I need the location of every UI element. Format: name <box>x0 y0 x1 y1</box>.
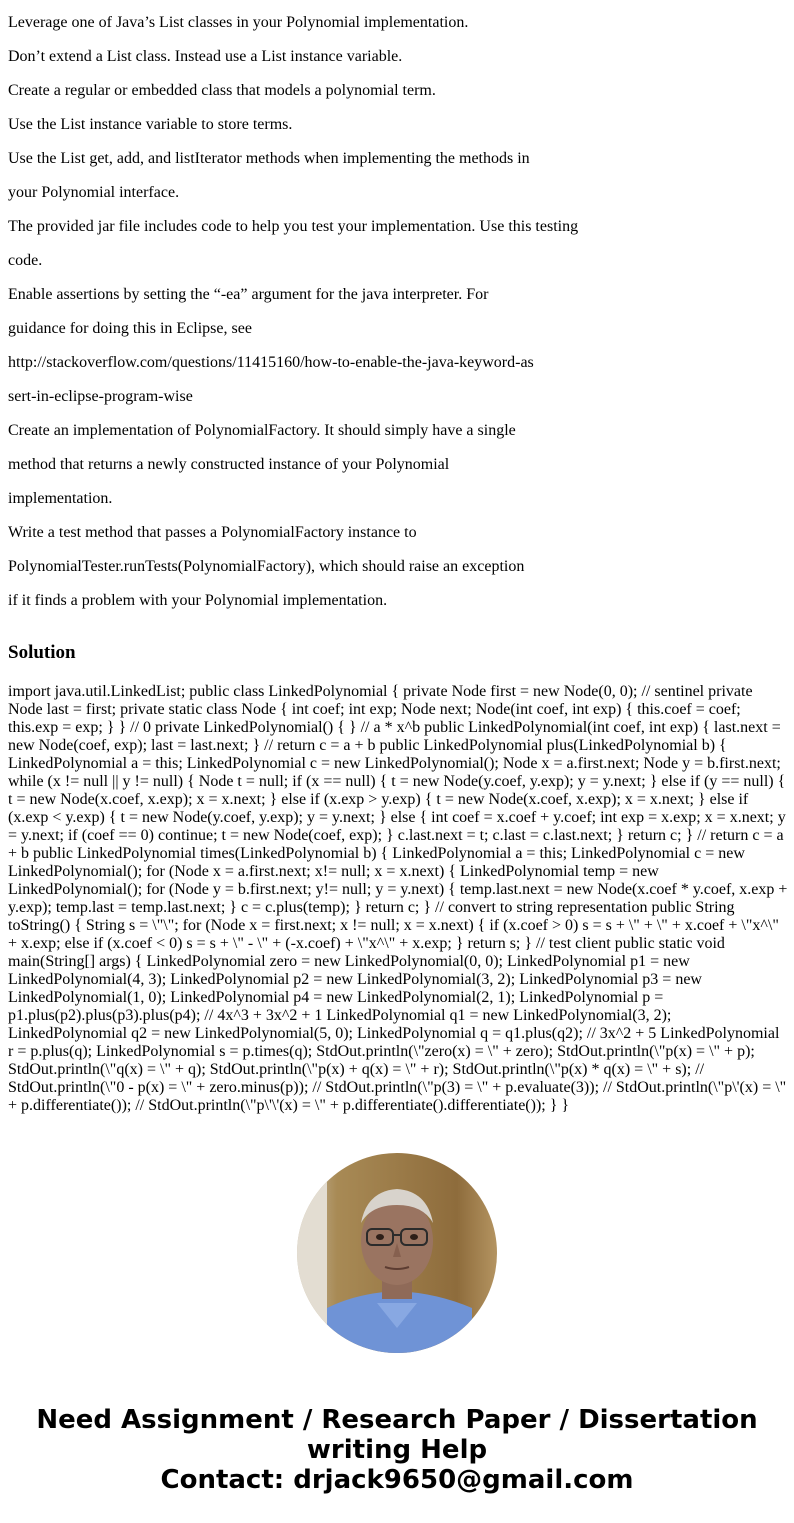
hint-line: Create an implementation of PolynomialFactory. It should simply have a single <box>8 422 516 439</box>
hint-line: method that returns a newly constructed instance of your Polynomial <box>8 456 450 473</box>
hint-line: The provided jar file includes code to help you test your implementation. Use this testing <box>8 218 579 235</box>
hints-section <box>8 0 788 626</box>
hint-line: PolynomialTester.runTests(PolynomialFactory), which should raise an exception <box>8 558 525 575</box>
contact-banner <box>0 1405 794 1495</box>
solution-code: import java.util.LinkedList; public class LinkedPolynomial { private Node first = new Node(0, 0); // sentinel private Node last = first; private static class Node { int coef; int exp; Node next; Node(int coef, int exp) { this.coef = coef; this.exp = exp; } } // 0 private LinkedPolynomial() { } // a * x^b public LinkedPolynomial(int coef, int exp) { last.next = new Node(coef, exp); last = last.next; } // return c = a + b public LinkedPolynomial plus(LinkedPolynomial b) { LinkedPolynomial a = this; LinkedPolynomial c = new LinkedPolynomial(); Node x = a.first.next; Node y = b.first.next; while (x != null || y != null) { Node t = null; if (x == null) { t = new Node(y.coef, y.exp); y = y.next; } else if (y == null) { t = new Node(x.coef, x.exp); x = x.next; } else if (x.exp > y.exp) { t = new Node(x.coef, x.exp); x = x.next; } else if (x.exp < y.exp) { t = new Node(y.coef, y.exp); y = y.next; } else { int coef = x.coef + y.coef; int exp = x.exp; x = x.next; y = y.next; if (coef == 0) continue; t = new Node(coef, exp); } c.last.next = t; c.last = c.last.next; } return c; } // return c = a + b public LinkedPolynomial times(LinkedPolynomial b) { LinkedPolynomial a = this; LinkedPolynomial c = new LinkedPolynomial(); for (Node x = a.first.next; x!= null; x = x.next) { LinkedPolynomial temp = new LinkedPolynomial(); for (Node y = b.first.next; y!= null; y = y.next) { temp.last.next = new Node(x.coef * y.coef, x.exp + y.exp); temp.last = temp.last.next; } c = c.plus(temp); } return c; } // convert to string representation public String toString() { String s = \"\"; for (Node x = first.next; x != null; x = x.next) { if (x.coef > 0) s = s + \" + \" + x.coef + \"x^\" + x.exp; else if (x.coef < 0) s = s + \" - \" + (-x.coef) + \"x^\" + x.exp; } return s; } // test client public static void main(String[] args) { LinkedPolynomial zero = new LinkedPolynomial(0, 0); LinkedPolynomial p1 = new LinkedPolynomial(4, 3); LinkedPolynomial p2 = new LinkedPolynomial(3, 2); LinkedPolynomial p3 = new LinkedPolynomial(1, 0); LinkedPolynomial p4 = new LinkedPolynomial(2, 1); LinkedPolynomial p = p1.plus(p2).plus(p3).plus(p4); // 4x^3 + 3x^2 + 1 LinkedPolynomial q1 = new LinkedPolynomial(3, 2); LinkedPolynomial q2 = new LinkedPolynomial(5, 0); LinkedPolynomial q = q1.plus(q2); // 3x^2 + 5 LinkedPolynomial r = p.plus(q); LinkedPolynomial s = p.times(q); StdOut.println(\"zero(x) = \" + zero); StdOut.println(\"p(x) = \" + p); StdOut.println(\"q(x) = \" + q); StdOut.println(\"p(x) + q(x) = \" + r); StdOut.println(\"p(x) * q(x) = \" + s); // StdOut.println(\"0 - p(x) = \" + zero.minus(p)); // StdOut.println(\"p(3) = \" + p.evaluate(3)); // StdOut.println(\"p\'(x) = \" + p.differentiate()); // StdOut.println(\"p\'\'(x) = \" + p.differentiate().differentiate()); } } <box>8 683 788 1114</box>
hint-url-line: sert-in-eclipse-program-wise <box>8 388 193 405</box>
hint-line: Don’t extend a List class. Instead use a List instance variable. <box>8 48 403 65</box>
banner-line: writing Help <box>306 1435 488 1465</box>
hint-line: Enable assertions by setting the “-ea” argument for the java interpreter. For <box>8 286 489 303</box>
hint-line: Use the List get, add, and listIterator methods when implementing the methods in <box>8 150 530 167</box>
hint-url-line: http://stackoverflow.com/questions/11415160/how-to-enable-the-java-keyword-as <box>8 354 534 371</box>
hint-line: your Polynomial interface. <box>8 184 180 201</box>
person-photo-icon <box>297 1153 497 1353</box>
hint-line: Use the List instance variable to store terms. <box>8 116 293 133</box>
hint-line: implementation. <box>8 490 113 507</box>
solution-heading: Solution <box>8 642 76 663</box>
hint-line: Leverage one of Java’s List classes in your Polynomial implementation. <box>8 14 469 31</box>
hint-line: if it finds a problem with your Polynomial implementation. <box>8 592 388 609</box>
hint-line: Create a regular or embedded class that models a polynomial term. <box>8 82 436 99</box>
banner-line: Need Assignment / Research Paper / Dissertation <box>36 1405 758 1435</box>
hint-line: guidance for doing this in Eclipse, see <box>8 320 252 337</box>
contact-email: Contact: drjack9650@gmail.com <box>160 1465 634 1495</box>
hint-line: code. <box>8 252 43 269</box>
hint-line: Write a test method that passes a PolynomialFactory instance to <box>8 524 417 541</box>
